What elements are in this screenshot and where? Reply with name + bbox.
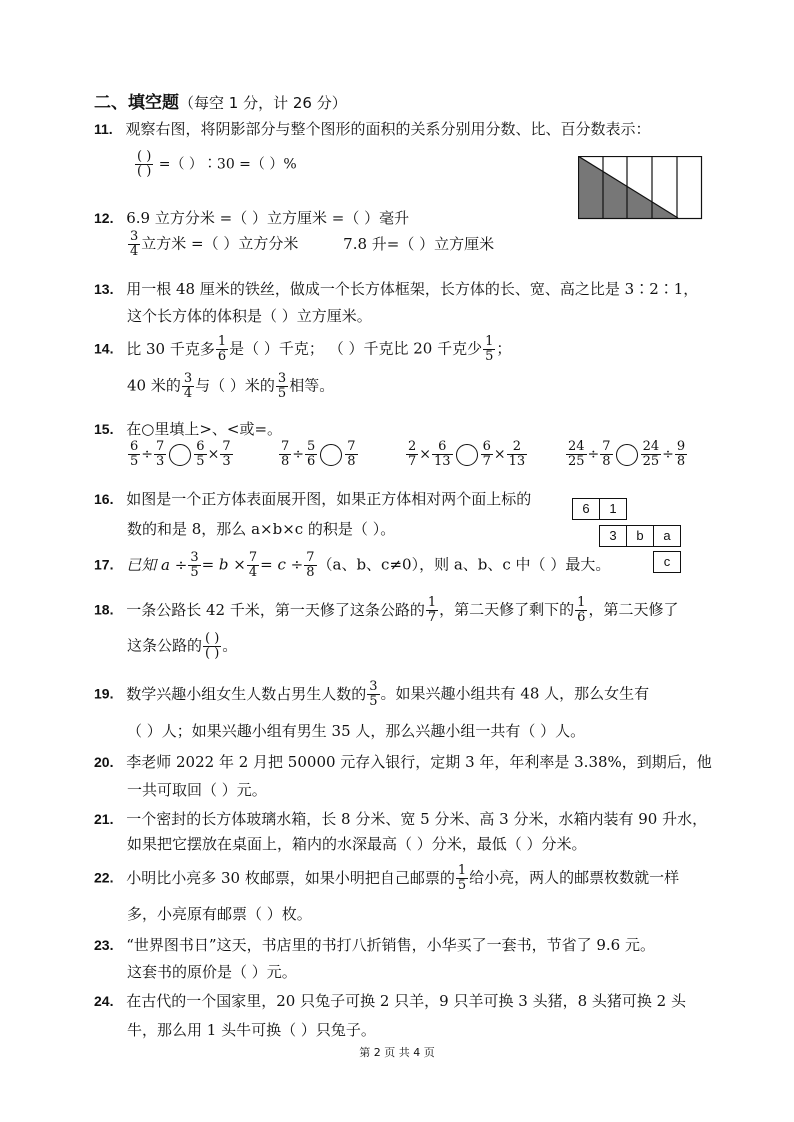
fraction-denominator: 4 [130,244,139,259]
question-text: 19. [94,685,114,702]
question-text: 二、填空题 [94,93,179,113]
q11-blank-fraction[interactable] [135,150,153,179]
q14-line-2 [127,372,334,401]
question-text: 17. [94,556,114,573]
fraction-numerator: 1 [427,595,437,610]
fraction-denominator: 5 [369,694,378,709]
q24-line-2: 牛，那么用 1 头牛可换（ ）只兔子。 [127,1021,376,1039]
fraction-numerator: 6 [432,440,453,455]
question-text: ÷ [141,446,154,463]
fraction-denominator: 5 [196,454,205,469]
q15-compare-4 [565,440,688,469]
fraction-denominator: 3 [222,454,231,469]
question-text: 李老师 2022 年 2 月把 50000 元存入银行，定期 3 年，年利率是 3.38%，到期后，他 [126,753,712,771]
fraction-numerator: 7 [347,439,356,454]
fraction-numerator: 3 [369,679,378,694]
fraction-numerator: 2 [408,439,417,454]
fraction-denominator: 5 [457,878,467,893]
question-text: “世界图书日”这天，书店里的书打八折销售，小华买了一套书，节省了 9.6 元。 [126,936,655,954]
fraction-numerator: 9 [676,439,686,454]
fraction [182,372,194,401]
question-text: × [493,446,506,463]
question-text: 21. [94,811,114,827]
fraction [345,440,357,469]
question-18 [94,596,678,625]
page-footer: 第 2 页 共 4 页 [359,1046,435,1059]
fraction [406,440,418,469]
fraction [154,440,166,469]
fraction [367,680,379,709]
question-text: × [419,446,432,463]
compare-circle-3[interactable] [456,444,478,466]
question-text: 立方米 =（ ）立方分米 [141,234,299,253]
q18-line-2 [127,632,237,661]
fraction-denominator: 25 [568,454,585,469]
fraction-denominator: 6 [307,454,316,469]
fraction-denominator: 6 [217,349,227,364]
section-note: （每空 1 分，计 26 分） [179,94,347,112]
fraction [507,440,528,469]
question-text: 与（ ）米的 [195,376,275,395]
question-17 [94,551,610,580]
question-text: = c ÷ [260,555,304,574]
fraction [305,440,317,469]
q21-line-2: 如果把它摆放在桌面上，箱内的水深最高（ ）分米，最低（ ）分米。 [127,835,587,853]
fraction-numerator: 5 [307,439,316,454]
question-text: 在古代的一个国家里，20 只兔子可换 2 只羊，9 只羊可换 3 头猪，8 头猪可换 2 头 [126,992,686,1010]
fraction [675,440,687,469]
fraction-numerator: 7 [602,439,611,454]
question-text: 22. [94,869,114,886]
question-20 [94,751,712,772]
question-text: = b × [201,555,246,574]
question-text: 一个密封的长方体玻璃水箱，长 8 分米、宽 5 分米、高 3 分米，水箱内装有 90 升水， [126,810,708,828]
fraction [247,551,259,580]
shaded-rectangle-figure [578,156,703,220]
fraction-numerator: 6 [196,439,205,454]
question-text: ÷ [587,446,600,463]
fraction [456,864,468,893]
fraction-denominator: 7 [408,454,417,469]
fraction-denominator: 25 [642,454,660,469]
question-text: 如图是一个正方体表面展开图，如果正方体相对两个面上标的 [126,490,532,508]
net-cell-c: c [653,551,681,573]
fraction [483,335,495,364]
fraction-denominator: 8 [602,454,611,469]
question-text: 给小亮，两人的邮票枚数就一样 [469,868,680,887]
net-cell-1: 1 [599,498,627,520]
fraction-denominator: 8 [676,454,686,469]
question-text: （a、b、c≠0），则 a、b、c 中（ ）最大。 [317,555,611,574]
q12-line-2 [127,230,494,259]
fraction-denominator: 8 [347,454,356,469]
question-11 [94,118,651,139]
q11-answer-line [134,150,297,179]
question-16 [94,488,531,509]
fraction-numerator: 24 [642,439,660,454]
question-21 [94,808,707,829]
question-text: 16. [94,491,114,507]
q15-compare-1 [127,440,234,469]
question-text: 。如果兴趣小组共有 48 人，那么女生有 [380,684,650,703]
question-text: 40 米的 [127,376,181,395]
compare-circle-1[interactable] [169,444,191,466]
fraction-denominator: 13 [508,454,526,469]
fraction [641,440,662,469]
fraction [481,440,493,469]
question-12 [94,207,409,228]
question-text: 20. [94,754,114,770]
fraction-denominator: 4 [183,386,193,401]
q16-line-2: 数的和是 8，那么 a×b×c 的积是（ ）。 [127,520,396,538]
fraction-numerator: 7 [248,550,258,565]
question-text: 7.8 升=（ ）立方厘米 [343,234,495,253]
question-text: 已知 a ÷ [126,555,188,574]
fraction-numerator: 6 [130,439,139,454]
fraction-denominator: 7 [482,454,491,469]
fraction [426,596,438,625]
fraction-numerator: 3 [190,550,199,565]
fraction-numerator: 6 [482,439,491,454]
compare-circle-4[interactable] [616,444,638,466]
fraction-numerator: 1 [457,863,467,878]
fraction [128,440,140,469]
net-cell-6: 6 [572,498,600,520]
question-text: 13. [94,281,114,297]
fraction-numerator: 3 [130,229,139,244]
fraction [304,551,316,580]
question-text: 这条公路的 [127,636,203,655]
fraction-numerator: 7 [281,439,290,454]
fraction [220,440,232,469]
question-text: 12. [94,210,114,226]
fraction-denominator: 3 [156,454,165,469]
fraction-denominator: 5 [130,454,139,469]
net-cell-3: 3 [599,525,627,547]
q13-line-2: 这个长方体的体积是（ ）立方厘米。 [127,307,372,325]
net-cell-a: a [653,525,681,547]
question-19 [94,680,649,709]
fraction [276,372,288,401]
q15-compare-2 [278,440,359,469]
fraction-denominator: 8 [281,454,290,469]
fraction-denominator: 5 [277,386,287,401]
question-text: =（ ）∶30 =（ ）% [158,156,297,173]
fraction-numerator: 3 [183,371,193,386]
question-text: 。 [222,636,238,655]
question-text: ÷ [292,446,305,463]
question-14 [94,335,511,364]
fraction-numerator: 1 [577,595,586,610]
question-text: 14. [94,340,114,357]
fraction-denominator: 5 [190,565,199,580]
fraction-denominator: 4 [248,565,258,580]
q12-fraction [128,230,140,259]
question-text: 23. [94,937,114,953]
fraction [575,596,587,625]
fraction-numerator: 7 [306,550,315,565]
fraction [216,335,228,364]
question-text: ，第二天修了剩下的 [439,600,575,619]
fraction-denominator: ( ) [205,646,220,661]
question-text: 是（ ）千克； （ ）千克比 20 千克少 [229,339,483,358]
question-text: 一条公路长 42 千米，第一天修了这条公路的 [126,600,425,619]
fraction-denominator: 6 [577,610,586,625]
question-text: ； [496,339,512,358]
q15-compare-3 [405,440,528,469]
compare-circle-2[interactable] [320,444,342,466]
q22-line-2: 多，小亮原有邮票（ ）枚。 [127,905,312,923]
question-15 [94,418,282,439]
question-text: 24. [94,993,114,1009]
fraction-denominator: ( ) [137,164,152,179]
question-text: 用一根 48 厘米的铁丝，做成一个长方体框架，长方体的长、宽、高之比是 3∶2∶1， [126,280,699,298]
fraction-numerator: 1 [217,334,227,349]
question-text: 6.9 立方分米 =（ ）立方厘米 =（ ）毫升 [126,209,410,227]
net-cell-b: b [626,525,654,547]
question-23 [94,934,655,955]
question-13 [94,278,698,299]
question-text: × [207,446,220,463]
question-22 [94,864,679,893]
fraction-denominator: 8 [306,565,315,580]
fraction-denominator: 5 [485,349,494,364]
fraction-denominator: 13 [434,454,451,469]
fraction [600,440,612,469]
question-text: 18. [94,601,114,618]
question-text: 在○里填上>、<或=。 [126,420,283,438]
fraction [566,440,587,469]
fraction [279,440,291,469]
question-text: 比 30 千克多 [126,339,215,358]
fraction-numerator: 3 [277,371,287,386]
question-text: 15. [94,421,114,437]
section-title [94,88,347,113]
question-text: 观察右图，将阴影部分与整个图形的面积的关系分别用分数、比、百分数表示： [125,120,651,138]
fraction [432,440,453,469]
fraction-numerator: ( ) [137,149,152,164]
q20-line-2: 一共可取回（ ）元。 [127,781,267,799]
question-text: 数学兴趣小组女生人数占男生人数的 [126,684,367,703]
fraction-numerator: ( ) [205,631,220,646]
fraction-denominator: 7 [427,610,437,625]
question-text: ，第二天修了 [588,600,679,619]
fraction-numerator: 1 [485,334,494,349]
q18-blank-fraction[interactable] [203,632,221,661]
question-text: 小明比小亮多 30 枚邮票，如果小明把自己邮票的 [126,868,455,887]
q19-line-2: （ ）人；如果兴趣小组有男生 35 人，那么兴趣小组一共有（ ）人。 [127,722,586,740]
q23-line-2: 这套书的原价是（ ）元。 [127,963,297,981]
question-24 [94,990,686,1011]
fraction [194,440,206,469]
question-text: ÷ [662,446,674,463]
fraction-numerator: 2 [507,440,528,455]
question-text: 11. [94,121,113,137]
fraction-numerator: 7 [222,439,231,454]
fraction-numerator: 24 [568,439,585,454]
fraction-numerator: 7 [156,439,165,454]
fraction [188,551,200,580]
question-text: 相等。 [289,376,335,395]
